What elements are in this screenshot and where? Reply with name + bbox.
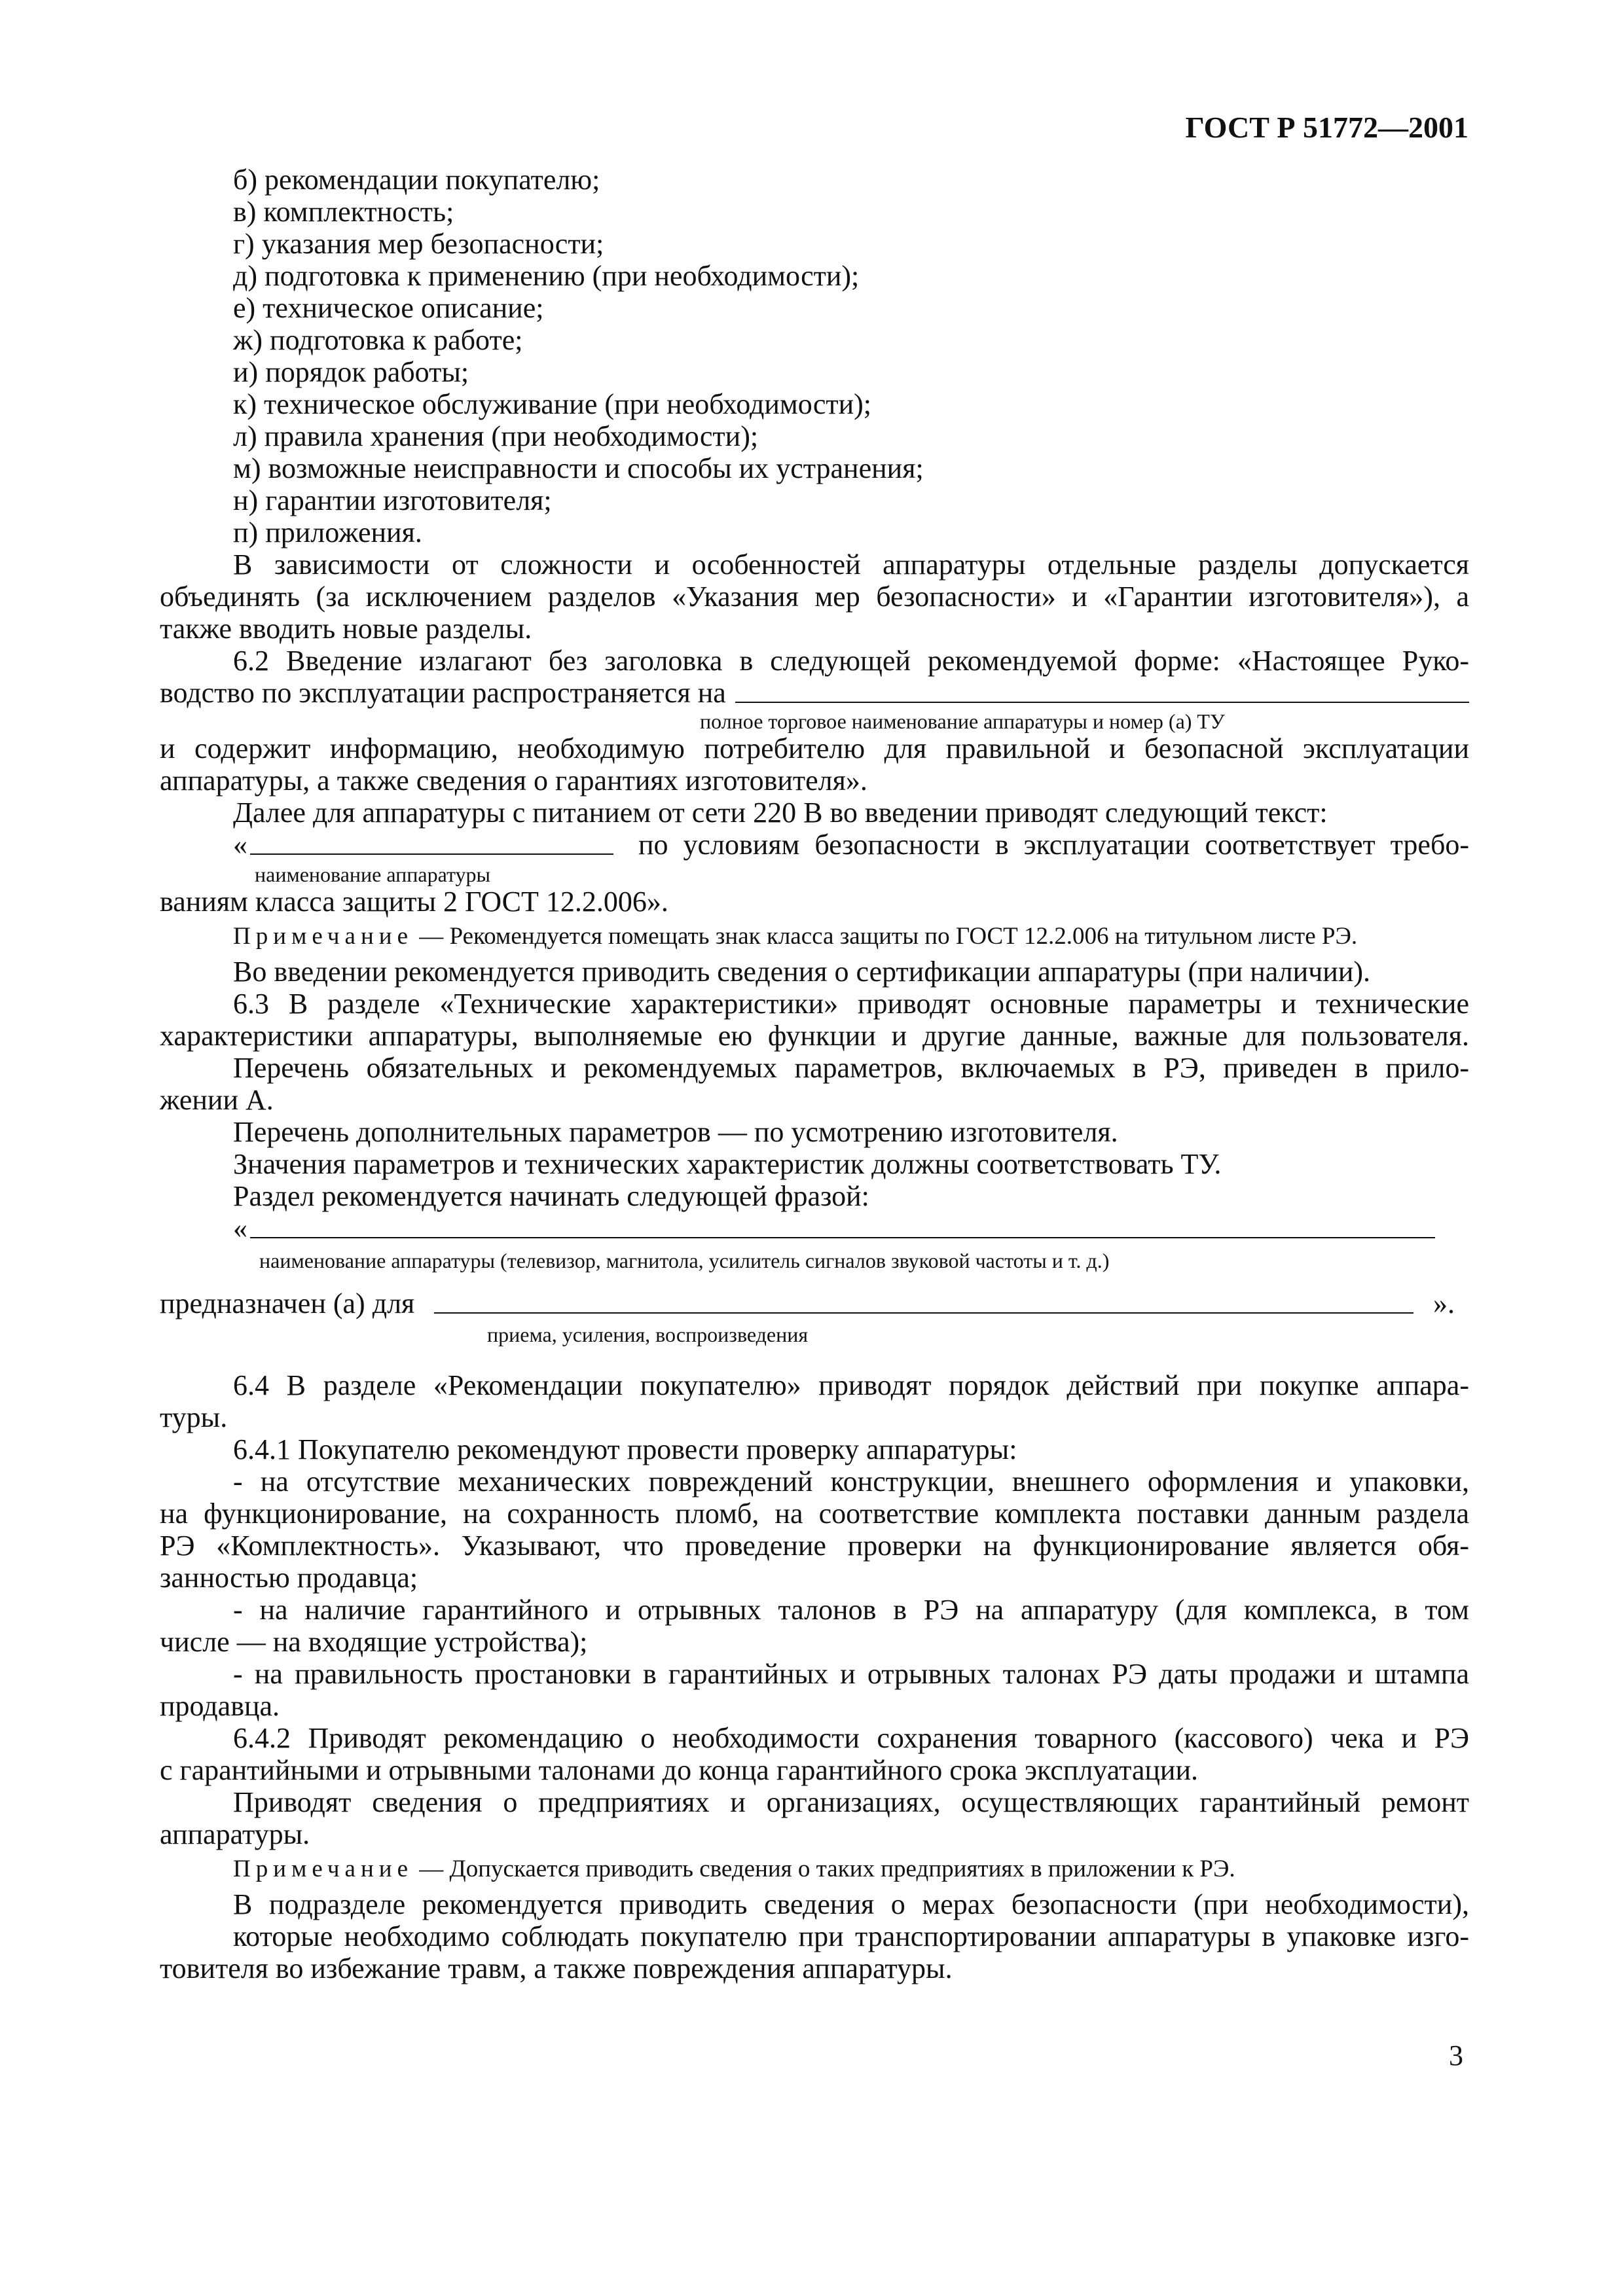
- list-item: в) комплектность;: [233, 196, 454, 228]
- document-header: ГОСТ Р 51772—2001: [1185, 111, 1468, 144]
- page-number: 3: [1449, 2039, 1463, 2072]
- text-line: 6.4.2 Приводят рекомендацию о необходимости сохранения товарного (кассового) чека и РЭ: [233, 1722, 1469, 1754]
- text-line: Значения параметров и технических характеристик должны соответствовать ТУ.: [233, 1148, 1222, 1180]
- text-line: аппаратуры.: [160, 1818, 310, 1850]
- field-caption: полное торговое наименование аппаратуры и номер (а) ТУ: [700, 709, 1225, 733]
- note-label: Примечание: [233, 1856, 413, 1882]
- text-line: товителя во избежание травм, а также повреждения аппаратуры.: [160, 1952, 953, 1984]
- text-line: Перечень дополнительных параметров — по усмотрению изготовителя.: [233, 1116, 1118, 1148]
- list-item: е) техническое описание;: [233, 292, 544, 324]
- final-paragraph: [160, 1888, 1469, 1984]
- text-line: - на наличие гарантийного и отрывных талонов в РЭ на аппаратуру (для комплекса, в том: [233, 1594, 1469, 1626]
- text-line: числе — на входящие устройства);: [160, 1626, 588, 1658]
- text-line: на функционирование, на сохранность пломб, на соответствие комплекта поставки данным раздела: [160, 1498, 1469, 1530]
- text-line: [160, 1287, 1469, 1319]
- blank-field-line: [250, 1212, 1435, 1238]
- list-item: г) указания мер безопасности;: [233, 228, 604, 260]
- text-line: [160, 829, 1469, 861]
- text-line: которые необходимо соблюдать покупателю при транспортировании аппаратуры в упаковке изго-: [233, 1920, 1469, 1952]
- text-line: 6.4 В разделе «Рекомендации покупателю» приводят порядок действий при покупке аппара-: [233, 1369, 1469, 1401]
- note-label: Примечание: [233, 923, 413, 950]
- text-line: 6.2 Введение излагают без заголовка в следующей рекомендуемой форме: «Настоящее Руко-: [233, 645, 1469, 677]
- quote-open: «: [233, 1212, 247, 1244]
- text-fragment: водство по эксплуатации распространяется на: [160, 677, 726, 709]
- quote-open: «: [233, 829, 247, 861]
- text-line: [160, 1212, 1469, 1244]
- text-line: жении А.: [160, 1084, 274, 1116]
- blank-field-line: [250, 829, 613, 855]
- text-line: 6.3 В разделе «Технические характеристики» приводят основные параметры и технические: [233, 988, 1469, 1020]
- list-item: б) рекомендации покупателю;: [233, 164, 600, 196]
- section-6-2: [160, 645, 1469, 918]
- text-line: Раздел рекомендуется начинать следующей фразой:: [233, 1180, 869, 1212]
- text-line: и содержит информацию, необходимую потребителю для правильной и безопасной эксплуатации: [160, 732, 1469, 764]
- text-line: туры.: [160, 1401, 228, 1433]
- text-fragment: по условиям безопасности в эксплуатации соответствует требо-: [638, 829, 1469, 861]
- blank-field-line: [735, 677, 1469, 703]
- field-caption: приема, усиления, воспроизведения: [487, 1323, 809, 1346]
- list-item: ж) подготовка к работе;: [233, 324, 523, 356]
- list-item: л) правила хранения (при необходимости);: [233, 420, 759, 452]
- list-item: и) порядок работы;: [233, 356, 469, 388]
- text-line: аппаратуры, а также сведения о гарантиях изготовителя».: [160, 764, 867, 797]
- text-line: Приводят сведения о предприятиях и организациях, осуществляющих гарантийный ремонт: [233, 1786, 1469, 1818]
- note-text: — Допускается приводить сведения о таких предприятиях в приложении к РЭ.: [419, 1856, 1235, 1882]
- list-item: д) подготовка к применению (при необходимости);: [233, 260, 860, 292]
- paragraph-merge-sections: [160, 548, 1469, 645]
- text-line: Далее для аппаратуры с питанием от сети 220 В во введении приводят следующий текст:: [233, 797, 1328, 829]
- list-item: н) гарантии изготовителя;: [233, 484, 552, 516]
- blank-field-line: [434, 1287, 1413, 1314]
- text-fragment: предназначен (а) для: [160, 1287, 415, 1319]
- note: [160, 1854, 1469, 1884]
- note-text: — Рекомендуется помещать знак класса защиты по ГОСТ 12.2.006 на титульном листе РЭ.: [419, 923, 1358, 950]
- text-line: [160, 677, 1469, 709]
- text-line: В подразделе рекомендуется приводить сведения о мерах безопасности (при необходимости),: [233, 1888, 1469, 1920]
- text-line: занностью продавца;: [160, 1562, 418, 1594]
- text-line: - на правильность простановки в гарантийных и отрывных талонах РЭ даты продажи и штампа: [233, 1658, 1469, 1690]
- section-6-4: [160, 1369, 1469, 1850]
- field-caption: наименование аппаратуры (телевизор, магнитола, усилитель сигналов звуковой частоты и т. д.): [259, 1249, 1110, 1272]
- text-line: - на отсутствие механических повреждений конструкции, внешнего оформления и упаковки,: [233, 1465, 1469, 1498]
- quote-close: ».: [1433, 1287, 1455, 1319]
- list-item: к) техническое обслуживание (при необходимости);: [233, 388, 872, 420]
- text-line: ваниям класса защиты 2 ГОСТ 12.2.006».: [160, 886, 668, 918]
- text-line: В зависимости от сложности и особенностей аппаратуры отдельные разделы допускается: [233, 548, 1469, 581]
- text-line: 6.4.1 Покупателю рекомендуют провести проверку аппаратуры:: [233, 1433, 1017, 1465]
- field-caption: наименование аппаратуры: [255, 863, 491, 886]
- contents-list: [160, 164, 1469, 548]
- text-line: объединять (за исключением разделов «Указания мер безопасности» и «Гарантии изготовителя»), а: [160, 581, 1469, 613]
- text-line: также вводить новые разделы.: [160, 613, 532, 645]
- list-item: м) возможные неисправности и способы их устранения;: [233, 452, 924, 484]
- list-item: п) приложения.: [233, 516, 422, 548]
- text-line: Перечень обязательных и рекомендуемых параметров, включаемых в РЭ, приведен в прило-: [233, 1052, 1469, 1084]
- note: [160, 922, 1469, 952]
- text-line: характеристики аппаратуры, выполняемые ею функции и другие данные, важные для пользователя.: [160, 1020, 1469, 1052]
- section-6-3: [160, 956, 1469, 1346]
- text-line: Во введении рекомендуется приводить сведения о сертификации аппаратуры (при наличии).: [233, 956, 1371, 988]
- page-body: [160, 164, 1469, 1984]
- text-line: продавца.: [160, 1690, 280, 1722]
- text-line: РЭ «Комплектность». Указывают, что проведение проверки на функционирование является обя-: [160, 1530, 1469, 1562]
- text-line: с гарантийными и отрывными талонами до конца гарантийного срока эксплуатации.: [160, 1754, 1199, 1786]
